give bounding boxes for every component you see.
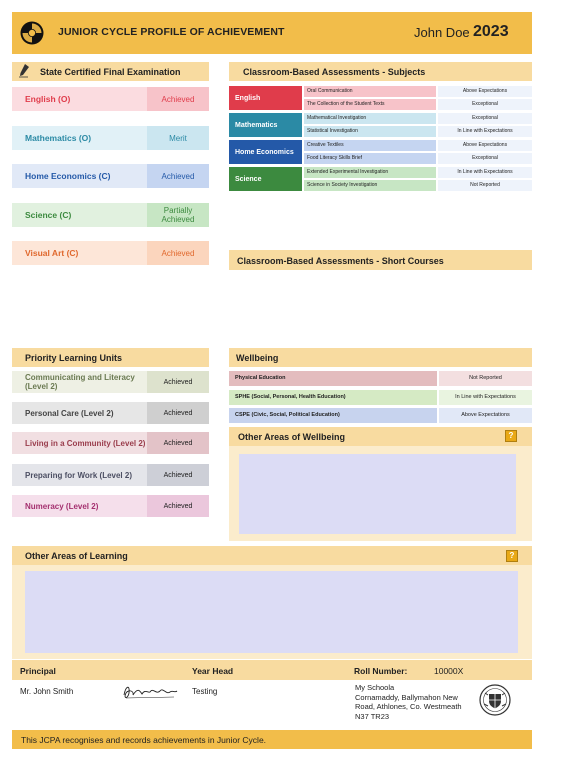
page-title: JUNIOR CYCLE PROFILE OF ACHIEVEMENT — [58, 26, 285, 38]
cba-row — [304, 126, 532, 137]
sce-subject-row — [12, 203, 209, 227]
subject-name: English (O) — [25, 94, 71, 104]
other-wellbeing-title: Other Areas of Wellbeing — [238, 432, 346, 442]
short-courses-title: Classroom-Based Assessments - Short Courses — [237, 256, 444, 266]
wellbeing-result: Above Expectations — [439, 408, 532, 423]
cba-subject-label: Science — [229, 167, 302, 191]
wellbeing-row — [229, 371, 532, 386]
header-bar — [12, 12, 532, 54]
plu-name: Living in a Community (Level 2) — [25, 438, 146, 448]
cba-title: Science in Society Investigation — [304, 180, 436, 191]
principal-name: Mr. John Smith — [20, 687, 74, 696]
subject-grade: Partially Achieved — [147, 203, 209, 227]
other-learning-title: Other Areas of Learning — [25, 551, 128, 561]
address-line: Cornamaddy, Ballymahon New — [355, 692, 458, 702]
cba-result: Exceptional — [438, 113, 532, 124]
sce-header — [12, 62, 209, 81]
subject-name: Home Economics (C) — [25, 171, 111, 181]
sce-subject-row — [12, 164, 209, 188]
plu-name: Personal Care (Level 2) — [25, 408, 114, 418]
cba-row — [304, 167, 532, 178]
plu-title: Priority Learning Units — [25, 353, 123, 363]
cba-row — [304, 180, 532, 191]
cba-result: Above Expectations — [438, 140, 532, 151]
cba-result: Exceptional — [438, 153, 532, 164]
short-courses-header — [229, 250, 532, 270]
plu-row — [12, 371, 209, 393]
wellbeing-row — [229, 390, 532, 405]
year-head-name: Testing — [192, 687, 218, 696]
sce-subject-row — [12, 126, 209, 150]
plu-name: Numeracy (Level 2) — [25, 501, 99, 511]
cba-subject-group — [229, 86, 532, 110]
plu-name: Communicating and Literacy (Level 2) — [25, 373, 135, 391]
student-name: John Doe — [414, 25, 470, 40]
cba-result: Above Expectations — [438, 86, 532, 97]
other-learning-header — [12, 546, 532, 565]
wellbeing-result: Not Reported — [439, 371, 532, 386]
cba-header — [229, 62, 532, 81]
plu-row — [12, 432, 209, 454]
footer-text: This JCPA recognises and records achievements in Junior Cycle. — [21, 735, 267, 745]
cba-row — [304, 86, 532, 97]
cba-title: Food Literacy Skills Brief — [304, 153, 436, 164]
subject-grade: Achieved — [147, 241, 209, 265]
cba-row — [304, 140, 532, 151]
sce-subject-row — [12, 241, 209, 265]
wellbeing-title: Wellbeing — [236, 353, 279, 363]
subject-grade: Merit — [147, 126, 209, 150]
roll-number-label: Roll Number: — [354, 666, 408, 676]
school-name: My Schoola — [355, 683, 395, 692]
subject-grade: Achieved — [147, 87, 209, 111]
plu-header — [12, 348, 209, 367]
footer-bar — [12, 730, 532, 749]
cba-subject-label: English — [229, 86, 302, 110]
sce-title: State Certified Final Examination — [40, 67, 181, 77]
subject-name: Mathematics (O) — [25, 133, 92, 143]
cba-title: Classroom-Based Assessments - Subjects — [243, 67, 426, 77]
year-head-label: Year Head — [192, 666, 234, 676]
cba-subject-group — [229, 113, 532, 137]
other-wellbeing-input[interactable] — [239, 454, 516, 534]
wellbeing-title: Physical Education — [229, 371, 437, 386]
help-icon[interactable]: ? — [506, 550, 518, 562]
address-line: N37 TR23 — [355, 711, 390, 721]
signature-header — [12, 660, 532, 680]
year: 2023 — [473, 23, 509, 40]
plu-grade: Achieved — [147, 432, 209, 454]
subject-name: Science (C) — [25, 210, 72, 220]
cba-row — [304, 153, 532, 164]
sce-subject-row — [12, 87, 209, 111]
cba-row — [304, 99, 532, 110]
principal-label: Principal — [20, 666, 56, 676]
other-wellbeing-header — [229, 427, 532, 446]
school-address — [355, 683, 462, 721]
wellbeing-row — [229, 408, 532, 423]
plu-grade: Achieved — [147, 371, 209, 393]
wellbeing-header — [229, 348, 532, 367]
cba-title: Oral Communication — [304, 86, 436, 97]
plu-grade: Achieved — [147, 495, 209, 517]
wellbeing-result: In Line with Expectations — [439, 390, 532, 405]
subject-name: Visual Art (C) — [25, 248, 79, 258]
cba-subject-group — [229, 140, 532, 164]
cba-result: In Line with Expectations — [438, 167, 532, 178]
cba-subject-label: Home Economics — [229, 140, 302, 164]
plu-grade: Achieved — [147, 464, 209, 486]
cba-title: Creative Textiles — [304, 140, 436, 151]
cba-title: The Collection of the Student Texts — [304, 99, 436, 110]
jc-logo-icon — [20, 21, 44, 45]
roll-number: 10000X — [434, 666, 464, 676]
cba-subject-label: Mathematics — [229, 113, 302, 137]
cba-result: In Line with Expectations — [438, 126, 532, 137]
help-icon[interactable]: ? — [505, 430, 517, 442]
plu-row — [12, 464, 209, 486]
other-learning-input[interactable] — [25, 571, 518, 653]
plu-row — [12, 495, 209, 517]
cba-title: Statistical Investigation — [304, 126, 436, 137]
cba-subject-group — [229, 167, 532, 191]
cba-title: Mathematical Investigation — [304, 113, 436, 124]
wellbeing-title: CSPE (Civic, Social, Political Education) — [229, 408, 437, 423]
subject-grade: Achieved — [147, 164, 209, 188]
signature-icon — [120, 681, 180, 703]
plu-grade: Achieved — [147, 402, 209, 424]
cba-result: Not Reported — [438, 180, 532, 191]
address-line: Road, Athlones, Co. Westmeath — [355, 702, 462, 711]
cba-row — [304, 113, 532, 124]
plu-row — [12, 402, 209, 424]
pen-icon — [19, 64, 29, 78]
cba-result: Exceptional — [438, 99, 532, 110]
cba-title: Extended Experimental Investigation — [304, 167, 436, 178]
school-crest-icon — [479, 684, 511, 716]
plu-name: Preparing for Work (Level 2) — [25, 470, 132, 480]
wellbeing-title: SPHE (Social, Personal, Health Education) — [229, 390, 437, 405]
